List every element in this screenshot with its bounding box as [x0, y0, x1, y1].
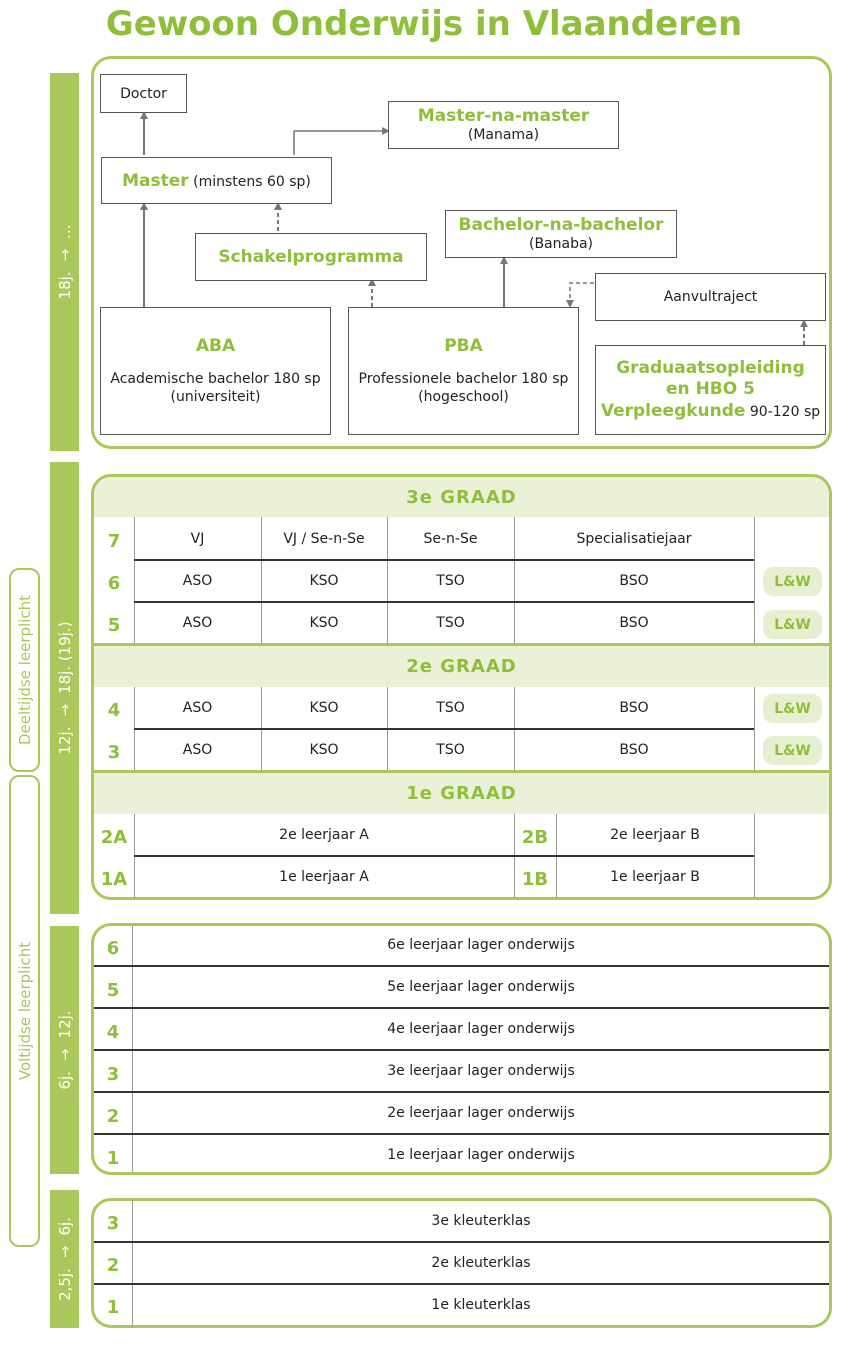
table-cell: BSO — [619, 572, 649, 589]
schakelprogramma-label: Schakelprogramma — [218, 247, 404, 267]
table-cell: 4e leerjaar lager onderwijs — [387, 1021, 575, 1037]
aba-box — [100, 307, 331, 435]
lw-badge: L&W — [763, 610, 822, 639]
age-to: 12j. — [55, 1010, 74, 1039]
graduaat-line3: Verpleegkunde — [600, 400, 746, 421]
lw-badge: L&W — [763, 567, 822, 596]
year-number: 2A — [100, 826, 128, 848]
grade1-header: 1e GRAAD — [94, 773, 829, 814]
table-cell: 1e leerjaar A — [279, 868, 369, 885]
aba-line2: (universiteit) — [170, 389, 261, 406]
master-to-manama-arrow — [294, 131, 386, 155]
year-number: 6 — [106, 937, 120, 959]
year-number: 5 — [106, 979, 120, 1001]
manama-title: Master-na-master — [417, 106, 590, 127]
age-bar-secondary — [50, 462, 79, 914]
aanvultraject-label: Aanvultraject — [663, 289, 758, 305]
arrow-icon: → — [55, 1048, 74, 1062]
table-cell: Se-n-Se — [423, 530, 478, 547]
aanvultraject-box — [595, 273, 826, 321]
page-title: Gewoon Onderwijs in Vlaanderen — [105, 4, 743, 44]
age-to: ... — [55, 224, 74, 239]
column-divider — [754, 814, 755, 898]
age-bar-primary — [50, 926, 79, 1174]
master-title: Master — [122, 170, 189, 191]
grade-separator — [91, 770, 832, 773]
table-cell: 1e leerjaar lager onderwijs — [387, 1147, 575, 1163]
banaba-sub: (Banaba) — [528, 235, 594, 252]
grade-separator — [91, 643, 832, 646]
full-compulsory-label: Voltijdse leerplicht — [15, 941, 34, 1081]
arrow-icon: → — [55, 248, 74, 262]
year-number: 3 — [106, 1063, 120, 1085]
pba-box — [348, 307, 579, 435]
aanvul-to-pba-arrow — [570, 283, 594, 304]
age-to: 18j. (19j.) — [55, 621, 74, 694]
table-cell: ASO — [182, 572, 213, 589]
table-cell: 3e leerjaar lager onderwijs — [387, 1063, 575, 1079]
year-number: 2B — [521, 826, 549, 848]
table-cell: TSO — [436, 699, 465, 716]
age-to: 6j. — [55, 1217, 74, 1236]
arrow-icon: → — [55, 703, 74, 717]
table-cell: BSO — [619, 699, 649, 716]
doctor-label: Doctor — [120, 85, 167, 102]
arrow-icon: → — [55, 1245, 74, 1259]
manama-sub: (Manama) — [467, 126, 540, 143]
column-divider — [754, 687, 755, 770]
lw-badge: L&W — [763, 736, 822, 765]
table-cell: KSO — [309, 741, 339, 758]
graduaat-box — [595, 345, 826, 435]
graduaat-line2: en HBO 5 — [666, 379, 755, 400]
doctor-box — [100, 74, 187, 113]
schakelprogramma-box — [195, 233, 427, 281]
year-number: 4 — [106, 1021, 120, 1043]
graduaat-line1: Graduaatsopleiding — [616, 358, 805, 379]
pba-line1: Professionele bachelor 180 sp — [358, 370, 569, 387]
table-cell: TSO — [436, 741, 465, 758]
year-number: 3 — [107, 741, 121, 763]
aba-title: ABA — [195, 335, 236, 356]
year-number: 4 — [107, 699, 121, 721]
age-from: 18j. — [55, 271, 74, 300]
age-from: 2,5j. — [55, 1268, 74, 1301]
age-bar-kindergarten — [50, 1190, 79, 1328]
year-number: 6 — [107, 572, 121, 594]
master-sub: (minstens 60 sp) — [188, 173, 311, 190]
aba-line1: Academische bachelor 180 sp — [110, 370, 321, 387]
column-divider — [754, 517, 755, 643]
table-cell: 1e leerjaar B — [610, 868, 700, 885]
table-cell: TSO — [436, 572, 465, 589]
year-number: 1 — [106, 1147, 120, 1169]
table-cell: ASO — [182, 741, 213, 758]
table-cell: ASO — [182, 699, 213, 716]
master-box — [101, 157, 332, 204]
partial-compulsory-label: Deeltijdse leerplicht — [15, 594, 34, 746]
table-cell: 6e leerjaar lager onderwijs — [387, 937, 575, 953]
grade2-header: 2e GRAAD — [94, 646, 829, 687]
year-number: 2 — [106, 1254, 120, 1276]
year-number: 5 — [107, 614, 121, 636]
table-cell: BSO — [619, 741, 649, 758]
partial-compulsory-bracket — [9, 568, 40, 772]
table-cell: 2e leerjaar B — [610, 826, 700, 843]
banaba-title: Bachelor-na-bachelor — [458, 215, 664, 236]
year-number: 3 — [106, 1212, 120, 1234]
table-cell: KSO — [309, 572, 339, 589]
table-cell: 1e kleuterklas — [431, 1297, 531, 1313]
table-cell: ASO — [182, 614, 213, 631]
table-cell: VJ — [190, 530, 205, 547]
lw-badge: L&W — [763, 694, 822, 723]
table-cell: TSO — [436, 614, 465, 631]
manama-box — [388, 101, 619, 149]
age-from: 12j. — [55, 726, 74, 755]
year-number: 1 — [106, 1296, 120, 1318]
table-cell: 3e kleuterklas — [431, 1213, 531, 1229]
table-cell: 2e kleuterklas — [431, 1255, 531, 1271]
table-cell: KSO — [309, 614, 339, 631]
age-from: 6j. — [55, 1071, 74, 1090]
table-cell: VJ / Se-n-Se — [283, 530, 365, 547]
grade3-header: 3e GRAAD — [94, 477, 829, 517]
full-compulsory-bracket — [9, 775, 40, 1247]
year-number: 1A — [100, 868, 128, 890]
year-number: 2 — [106, 1105, 120, 1127]
table-cell: BSO — [619, 614, 649, 631]
pba-title: PBA — [444, 335, 483, 356]
year-number: 1B — [521, 868, 549, 890]
banaba-box — [445, 210, 677, 258]
pba-line2: (hogeschool) — [418, 389, 509, 406]
table-cell: 5e leerjaar lager onderwijs — [387, 979, 575, 995]
table-cell: KSO — [309, 699, 339, 716]
graduaat-suffix: 90-120 sp — [745, 403, 821, 420]
year-number: 7 — [107, 530, 121, 552]
table-cell: 2e leerjaar lager onderwijs — [387, 1105, 575, 1121]
table-cell: Specialisatiejaar — [576, 530, 692, 547]
table-cell: 2e leerjaar A — [279, 826, 369, 843]
